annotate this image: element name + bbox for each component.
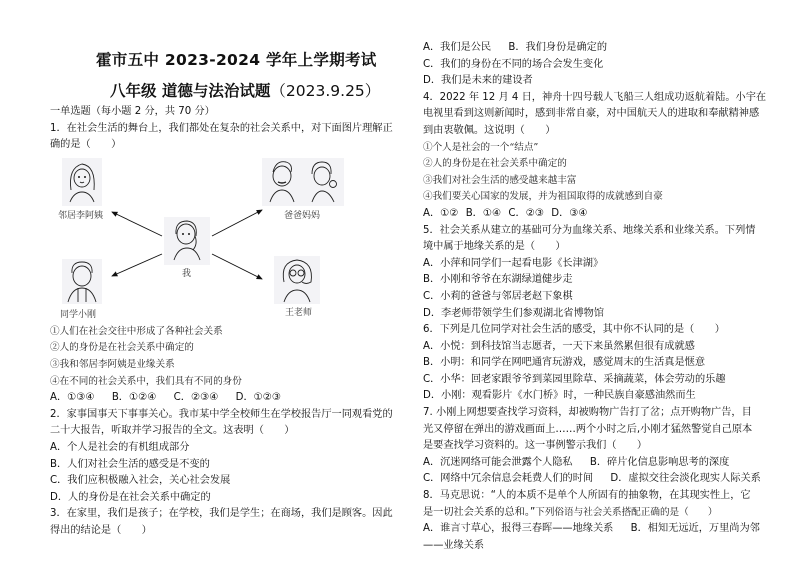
option-b: B．①②④ — [111, 392, 157, 404]
question-stem: 1．在社会生活的舞台上，我们都处在复杂的社会关系中，对下面图片理解正 — [50, 122, 393, 134]
option-d: D．①②③ — [235, 392, 282, 404]
options-row — [50, 390, 390, 407]
option-d: D．③④ — [551, 207, 588, 219]
option-b: B．人们对社会生活的感受是不变的 — [50, 458, 210, 470]
question-3-options — [423, 40, 783, 90]
option-d: D．李老师带领学生们参观湖北省博物馆 — [423, 307, 605, 319]
label-me: 我 — [182, 268, 192, 279]
option-a: A．①② — [423, 207, 459, 219]
question-1 — [50, 121, 393, 407]
statement: ③我和邻居李阿姨是业缘关系 — [50, 358, 175, 370]
options-row — [423, 521, 783, 538]
options-row — [423, 40, 783, 57]
left-column — [50, 104, 393, 540]
option-b: B．碎片化信息影响思考的深度 — [589, 456, 730, 468]
question-stem: 3．在家里，我们是孩子；在学校，我们是学生；在商场，我们是顾客。因此 — [50, 508, 393, 520]
statement: ③我们对社会生活的感受越来越丰富 — [423, 174, 577, 186]
option-d: D．人的身份是在社会关系中确定的 — [50, 491, 211, 503]
exam-subtitle — [110, 79, 380, 101]
question-stem — [423, 505, 783, 522]
label-parents: 爸爸妈妈 — [284, 210, 321, 221]
question-3 — [50, 506, 393, 539]
option-a: A．沉迷网络可能会泄露个人隐私 — [423, 456, 573, 468]
option-b: B．小刚和爷爷在东湖绿道健步走 — [423, 274, 573, 286]
question-stem: 是要查找学习资料的。这一事例警示我们（ ） — [423, 440, 648, 452]
subject-title: 八年级 道德与法治试题 — [110, 82, 271, 100]
option-a: A．谁言寸草心，报得三春晖——地缘关系 — [423, 523, 614, 535]
option-a: A．我们是公民 — [423, 42, 492, 53]
statement: ④在不同的社会关系中，我们具有不同的身份 — [50, 375, 242, 387]
question-5 — [423, 223, 783, 323]
relations-diagram-icon — [40, 154, 370, 324]
question-stem: 8．马克思说：“人的本质不是单个人所固有的抽象物，在其现实性上，它 — [423, 490, 751, 502]
option-c: C．小莉的爸爸与邻居老赵下象棋 — [423, 290, 573, 302]
option-b-continued: ——业缘关系 — [423, 539, 485, 551]
question-8 — [423, 488, 783, 554]
option-b: B．相知无远近，万里尚为邻 — [630, 523, 760, 535]
option-d: D．小刚：观看影片《水门桥》时，一种民族自豪感油然而生 — [423, 390, 696, 402]
question-stem: 电视里看到这则新闻时，感到非常自豪，对中国航天人的进取和奉献精神感 — [423, 108, 760, 120]
question-7 — [423, 405, 783, 488]
option-b: B．我们身份是确定的 — [508, 42, 608, 53]
question-2 — [50, 407, 393, 507]
section-heading: 一单选题（每小题 2 分，共 70 分） — [50, 106, 215, 117]
question-stem: 光又停留在弹出的游戏画面上……两个小时之后,小刚才猛然警觉自己原本 — [423, 423, 753, 435]
option-c: C．我们的身份在不同的场合会发生变化 — [423, 58, 604, 70]
options-row — [423, 206, 783, 223]
option-c: C．我们应积极融入社会，关心社会发展 — [50, 475, 231, 487]
question-6 — [423, 322, 783, 405]
label-neighbor: 邻居李阿姨 — [58, 210, 104, 221]
label-classmate: 同学小刚 — [60, 309, 97, 320]
question-stem: 7. 小刚上网想要查找学习资料，却被购物广告打了岔；点开购物广告，目 — [423, 407, 752, 419]
right-column — [423, 40, 783, 554]
option-a: A．小萍和同学们一起看电影《长津湖》 — [423, 257, 604, 269]
question-stem: 二十大报告，听取并学习报告的全文。这表明（ ） — [50, 425, 295, 437]
option-c: C．网络中冗余信息会耗费人们的时间 — [423, 473, 594, 485]
question-stem: 得出的结论是（ ） — [50, 524, 152, 536]
question-stem: 4．2022 年 12 月 4 日，神舟十四号载人飞船三人组成功返航着陆。小宇在 — [423, 91, 767, 103]
option-c: C．小华：回老家跟爷爷到菜园里除草、采摘蔬菜，体会劳动的乐趣 — [423, 373, 726, 385]
statement: ②人的身份是在社会关系中确定的 — [50, 342, 194, 354]
question-stem: 6．下列是几位同学对社会生活的感受，其中你不认同的是（ ） — [423, 324, 725, 336]
statement: ④我们要关心国家的发展，并为祖国取得的成就感到自豪 — [423, 191, 663, 203]
option-a: A．小悦：到科技馆当志愿者，一天下来虽然累但很有成就感 — [423, 340, 695, 352]
options-row — [423, 455, 783, 472]
statement: ①个人是社会的一个“结点” — [423, 141, 539, 153]
question-4 — [423, 90, 783, 223]
option-d: D．虚拟交往会淡化现实人际关系 — [610, 473, 761, 485]
question-stem: 到由衷敬佩。这说明（ ） — [423, 124, 556, 136]
social-relations-figure — [40, 154, 370, 324]
quote-end: 是一切社会关系的总和。” — [423, 506, 536, 518]
option-a: A．个人是社会的有机组成部分 — [50, 441, 190, 453]
question-stem: 确的是（ ） — [50, 139, 122, 151]
label-teacher: 王老师 — [285, 307, 313, 318]
option-b: B．①④ — [465, 207, 502, 219]
option-d: D．我们是未来的建设者 — [423, 75, 533, 87]
statement: ①人们在社会交往中形成了各种社会关系 — [50, 325, 223, 337]
exam-title: 霍市五中 2023-2024 学年上学期考试 — [96, 51, 377, 69]
question-stem: 境中属于地缘关系的是（ ） — [423, 241, 566, 253]
question-stem: 2．家事国事天下事事关心。我市某中学全校师生在学校报告厅一同观看党的 — [50, 408, 393, 420]
option-b: B．小明：和同学在网吧通宵玩游戏，感觉周末的生活真是惬意 — [423, 357, 706, 369]
options-row — [423, 471, 783, 488]
question-stem: 5．社会关系从建立的基础可分为血缘关系、地缘关系和业缘关系。下列情 — [423, 224, 756, 236]
statement: ②人的身份是在社会关系中确定的 — [423, 158, 567, 170]
exam-date: （2023.9.25） — [270, 82, 381, 100]
option-c: C．②③④ — [173, 392, 219, 404]
option-c: C．②③ — [508, 207, 544, 219]
question-prompt: 下列俗语与社会关系搭配正确的是（ ） — [535, 506, 718, 518]
option-a: A．①③④ — [50, 392, 95, 404]
